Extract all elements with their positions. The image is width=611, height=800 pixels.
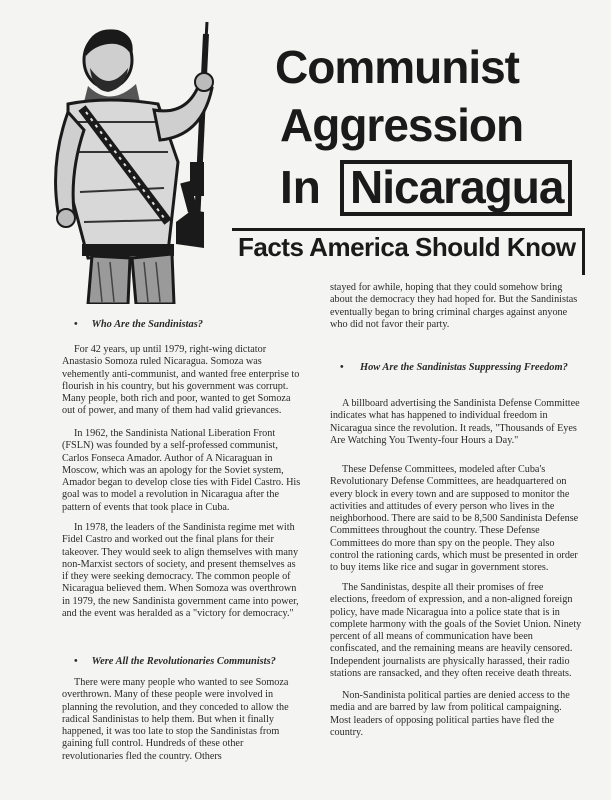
title-word-in: In <box>280 161 321 213</box>
paragraph-text: In 1962, the Sandinista National Liberation Front (FSLN) was founded by a self-professed communist, Carlos Fonseca Amador. Author of A Nicaraguan in Moscow, which was an apology for the Soviet system, Amador began to develop close ties with Fidel Castro. His goal was to model a revolution in Nicaragua after the pattern of events that took place in Cuba. <box>62 428 301 513</box>
heading-who-are-sandinistas <box>74 319 203 331</box>
paragraph <box>330 282 580 331</box>
paragraph <box>330 398 582 447</box>
paragraph-text: The Sandinistas, despite all their promises of free elections, freedom of expression, and a non-aligned foreign policy, have made Nicaragua into a police state that is in complete harmony with the goals of the Soviet Union. Ninety percent of all means of communication have been confiscated, and the remaining means are heavily censored. Independent journalists are physically harassed, their radio stations are ransacked, and they often receive death threats. <box>330 582 582 680</box>
title-line-communist: Communist <box>275 41 519 93</box>
heading-text: Were All the Revolutionaries Communists? <box>91 656 276 667</box>
title-line-aggression: Aggression <box>280 99 524 151</box>
paragraph <box>330 582 582 680</box>
heading-suppressing-freedom <box>340 362 580 390</box>
subtitle: Facts America Should Know <box>238 232 576 262</box>
paragraph <box>330 690 582 739</box>
paragraph-text: Non-Sandinista political parties are denied access to the media and are barred by law from political campaigning. Most leaders of opposing political parties have fled the country. <box>330 690 570 738</box>
heading-revolutionaries <box>74 656 276 668</box>
paragraph-text: stayed for awhile, hoping that they could somehow bring about the democracy they had hoped for. But the Sandinistas eventually began to bring criminal charges against anyone who did not favor their party. <box>330 282 578 330</box>
paragraph <box>62 344 304 418</box>
heading-text: How Are the Sandinistas Suppressing Freedom? <box>360 362 568 373</box>
bullet: • <box>74 319 78 330</box>
paragraph-text: These Defense Committees, modeled after Cuba's Revolutionary Defense Committees, are headquartered on every block in every town and are supposed to monitor the activities and attitudes of every person who lives in the neighborhood. There are said to be 8,500 Sandinista Defense Committees throughout the country. These Defense Committees do more than spy on the people. They also control the rationing cards, which must be presented in order to buy items like rice and sugar in government stores. <box>330 464 579 574</box>
title-line-in-nicaragua <box>280 160 576 224</box>
bullet: • <box>340 362 344 373</box>
paragraph <box>62 677 304 763</box>
paragraph-text: In 1978, the leaders of the Sandinista regime met with Fidel Castro and worked out the final plans for their takeover. They would seek to align themselves with many non-Marxist sectors of society, and present themselves as if they were seeking democracy. The common people of Nicaragua believed them. When Somoza was overthrown in 1979, the new Sandinista government came into power, and the event was heralded as a "victory for democracy." <box>62 522 299 620</box>
paragraph <box>330 464 582 575</box>
heading-text: Who Are the Sandinistas? <box>91 319 203 330</box>
bullet: • <box>74 656 78 667</box>
paragraph-text: There were many people who wanted to see Somoza overthrown. Many of these people were involved in planning the revolution, and they conceded to allow the radical Sandinistas to help them. But when it finally happened, it was too late to stop the Sandinistas from gaining full control. Hundreds of these other revolutionaries fled the country. Others <box>62 677 289 762</box>
paragraph-text: A billboard advertising the Sandinista Defense Committee indicates what has happened to individual freedom in Nicaragua since the revolution. It reads, "Thousands of Eyes Are Watching You Twenty-four Hours a Day." <box>330 398 580 446</box>
soldier-figure <box>56 29 213 304</box>
paragraph <box>62 428 304 514</box>
paragraph <box>62 522 304 620</box>
title-word-nicaragua: Nicaragua <box>350 161 564 213</box>
paragraph-text: For 42 years, up until 1979, right-wing dictator Anastasio Somoza ruled Nicaragua. Somoza was vehemently anti-communist, and wanted free enterprise to flourish in his country, but his government was corrupt. Many people, both rich and poor, wanted to get Somoza out of power, and many of them had valid grievances. <box>62 344 300 417</box>
